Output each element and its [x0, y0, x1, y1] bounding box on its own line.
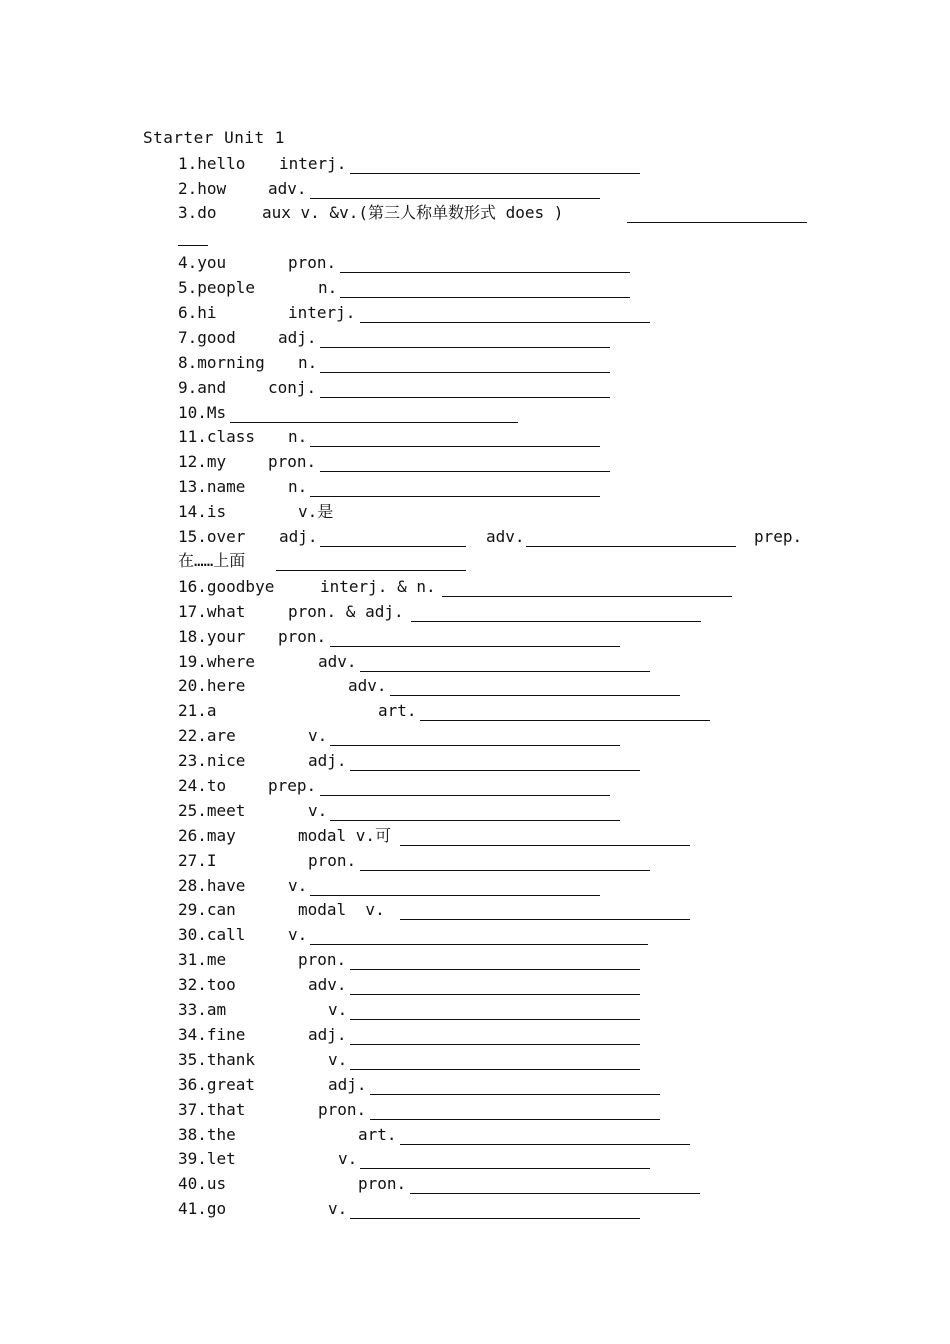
- vocab-word: 17.what: [178, 602, 246, 621]
- vocab-word: 29.can: [178, 900, 236, 919]
- part-of-speech: art.: [378, 701, 417, 720]
- vocab-entry: [178, 277, 818, 301]
- answer-blank[interactable]: [400, 919, 690, 920]
- vocab-entry: [178, 153, 818, 177]
- vocab-entry: [178, 402, 818, 426]
- answer-blank[interactable]: [442, 596, 732, 597]
- part-of-speech: v.: [288, 876, 308, 895]
- part-of-speech: n.: [298, 353, 318, 372]
- vocab-entry: [178, 526, 818, 570]
- answer-blank[interactable]: [360, 870, 650, 871]
- answer-blank-continued[interactable]: [178, 245, 208, 246]
- vocab-entry: [178, 1198, 818, 1222]
- part-of-speech: conj.: [268, 378, 317, 397]
- vocab-word: 22.are: [178, 726, 236, 745]
- vocab-entry: [178, 576, 818, 600]
- answer-blank[interactable]: [360, 671, 650, 672]
- part-of-speech: pron.: [308, 851, 357, 870]
- vocab-word: 25.meet: [178, 801, 246, 820]
- vocab-word: 5.people: [178, 278, 256, 297]
- vocab-entry: [178, 202, 818, 226]
- vocab-entry: [178, 426, 818, 450]
- vocab-word: 37.that: [178, 1100, 246, 1119]
- vocab-word: 18.your: [178, 627, 246, 646]
- vocab-entry: [178, 1024, 818, 1048]
- part-of-speech: aux v. &v.(第三人称单数形式 does ): [262, 203, 564, 222]
- answer-blank[interactable]: [310, 895, 600, 896]
- vocab-word: 30.call: [178, 925, 246, 944]
- answer-blank[interactable]: [350, 173, 640, 174]
- answer-blank[interactable]: [360, 322, 650, 323]
- vocab-entry: [178, 850, 818, 874]
- vocab-entry: [178, 899, 818, 923]
- answer-blank[interactable]: [370, 1094, 660, 1095]
- part-of-speech: n.: [288, 427, 308, 446]
- vocab-word: 1.hello: [178, 154, 246, 173]
- vocab-word: 8.morning: [178, 353, 265, 372]
- vocab-entry: [178, 476, 818, 500]
- answer-blank[interactable]: [420, 720, 710, 721]
- vocab-word: 26.may: [178, 826, 236, 845]
- answer-blank[interactable]: [350, 994, 640, 995]
- part-of-speech: pron.: [358, 1174, 407, 1193]
- vocab-entry: [178, 302, 818, 326]
- part-of-speech: v.是: [298, 502, 334, 521]
- vocab-word: 4.you: [178, 253, 227, 272]
- vocab-entry: [178, 252, 818, 276]
- vocab-word: 36.great: [178, 1075, 256, 1094]
- prep-meaning: 在……上面: [178, 551, 246, 570]
- vocab-word: 2.how: [178, 179, 227, 198]
- vocab-entry: [178, 800, 818, 824]
- vocab-word: 23.nice: [178, 751, 246, 770]
- vocab-word: 9.and: [178, 378, 227, 397]
- part-of-speech: pron.: [298, 950, 347, 969]
- answer-blank[interactable]: [627, 222, 807, 223]
- vocab-word: 38.the: [178, 1125, 236, 1144]
- vocab-entry: [178, 999, 818, 1023]
- vocab-word: 6.hi: [178, 303, 217, 322]
- answer-blank[interactable]: [411, 621, 701, 622]
- answer-blank[interactable]: [400, 1144, 690, 1145]
- part-of-speech: n.: [318, 278, 338, 297]
- answer-blank[interactable]: [320, 347, 610, 348]
- part-of-speech: v.: [308, 801, 328, 820]
- part-of-speech: adj.: [308, 1025, 347, 1044]
- vocab-word: 28.have: [178, 876, 246, 895]
- vocab-entry: [178, 1099, 818, 1123]
- part-of-speech: v.: [328, 1000, 348, 1019]
- vocab-word: 3.do: [178, 203, 217, 222]
- answer-blank[interactable]: [350, 770, 640, 771]
- answer-blank[interactable]: [370, 1119, 660, 1120]
- vocab-entry: [178, 1124, 818, 1148]
- vocab-entry: [178, 775, 818, 799]
- part-of-speech: v.: [328, 1050, 348, 1069]
- part-of-speech: art.: [358, 1125, 397, 1144]
- answer-blank[interactable]: [320, 546, 466, 547]
- vocab-word: 31.me: [178, 950, 227, 969]
- answer-blank[interactable]: [330, 820, 620, 821]
- answer-blank-prep[interactable]: [276, 570, 466, 571]
- answer-blank[interactable]: [310, 446, 600, 447]
- answer-blank[interactable]: [340, 297, 630, 298]
- part-of-speech: adj.: [279, 527, 318, 546]
- vocab-entry: [178, 651, 818, 675]
- part-of-speech: v.: [288, 925, 308, 944]
- answer-blank[interactable]: [360, 1168, 650, 1169]
- answer-blank[interactable]: [320, 795, 610, 796]
- answer-blank[interactable]: [350, 1019, 640, 1020]
- vocab-word: 35.thank: [178, 1050, 256, 1069]
- vocab-word: 14.is: [178, 502, 227, 521]
- vocab-word: 41.go: [178, 1199, 227, 1218]
- answer-blank[interactable]: [310, 944, 648, 945]
- vocab-entry: [178, 725, 818, 749]
- part-of-speech: adv.: [308, 975, 347, 994]
- answer-blank[interactable]: [350, 1218, 640, 1219]
- vocab-entry: [178, 352, 818, 376]
- answer-blank[interactable]: [400, 845, 690, 846]
- part-of-speech: adj.: [328, 1075, 367, 1094]
- part-of-speech: interj. & n.: [320, 577, 436, 596]
- answer-blank[interactable]: [330, 745, 620, 746]
- vocab-entry: [178, 1049, 818, 1073]
- part-of-speech: v.: [328, 1199, 348, 1218]
- answer-blank[interactable]: [320, 471, 610, 472]
- vocab-word: 24.to: [178, 776, 227, 795]
- page-title: Starter Unit 1: [143, 128, 285, 147]
- vocab-word: 16.goodbye: [178, 577, 275, 596]
- vocab-word: 32.too: [178, 975, 236, 994]
- answer-blank[interactable]: [230, 422, 518, 423]
- vocab-word: 19.where: [178, 652, 256, 671]
- part-of-speech-prep: prep.: [754, 527, 803, 546]
- vocab-entry: [178, 875, 818, 899]
- vocab-entry: [178, 327, 818, 351]
- vocab-word: 13.name: [178, 477, 246, 496]
- part-of-speech: pron. & adj.: [288, 602, 404, 621]
- part-of-speech: prep.: [268, 776, 317, 795]
- part-of-speech: pron.: [288, 253, 337, 272]
- part-of-speech: pron.: [318, 1100, 367, 1119]
- part-of-speech: adv.: [318, 652, 357, 671]
- vocab-word: 11.class: [178, 427, 256, 446]
- vocab-entry: [178, 750, 818, 774]
- part-of-speech: pron.: [278, 627, 327, 646]
- answer-blank-adv[interactable]: [526, 546, 736, 547]
- vocab-word: 34.fine: [178, 1025, 246, 1044]
- part-of-speech: interj.: [279, 154, 347, 173]
- vocab-word: 40.us: [178, 1174, 227, 1193]
- vocab-word: 33.am: [178, 1000, 227, 1019]
- part-of-speech: adj.: [308, 751, 347, 770]
- answer-blank[interactable]: [310, 198, 600, 199]
- vocab-entry: [178, 675, 818, 699]
- answer-blank[interactable]: [310, 496, 600, 497]
- vocab-entry: [178, 626, 818, 650]
- answer-blank[interactable]: [340, 272, 630, 273]
- part-of-speech-adv: adv.: [486, 527, 525, 546]
- part-of-speech: pron.: [268, 452, 317, 471]
- vocab-entry: [178, 501, 818, 525]
- answer-blank[interactable]: [320, 372, 610, 373]
- vocab-entry: [178, 601, 818, 625]
- vocab-word: 39.let: [178, 1149, 236, 1168]
- part-of-speech: adv.: [268, 179, 307, 198]
- vocab-entry: [178, 924, 818, 948]
- vocab-entry: [178, 1074, 818, 1098]
- answer-blank[interactable]: [410, 1193, 700, 1194]
- answer-blank[interactable]: [350, 969, 640, 970]
- vocab-word: 20.here: [178, 676, 246, 695]
- answer-blank[interactable]: [350, 1069, 640, 1070]
- answer-blank[interactable]: [390, 695, 680, 696]
- answer-blank[interactable]: [320, 397, 610, 398]
- vocab-word: 7.good: [178, 328, 236, 347]
- vocab-word: 10.Ms: [178, 403, 227, 422]
- answer-blank[interactable]: [330, 646, 620, 647]
- vocab-entry: [178, 178, 818, 202]
- vocab-word: 27.I: [178, 851, 217, 870]
- vocab-entry: [178, 700, 818, 724]
- part-of-speech: adj.: [278, 328, 317, 347]
- vocab-entry: [178, 825, 818, 849]
- part-of-speech: v.: [308, 726, 328, 745]
- part-of-speech: n.: [288, 477, 308, 496]
- vocab-word: 15.over: [178, 527, 246, 546]
- part-of-speech: v.: [338, 1149, 358, 1168]
- part-of-speech: modal v.可: [298, 826, 392, 845]
- vocab-entry: [178, 451, 818, 475]
- vocab-word: 12.my: [178, 452, 227, 471]
- answer-blank[interactable]: [350, 1044, 640, 1045]
- vocab-entry: [178, 377, 818, 401]
- vocab-entry: [178, 949, 818, 973]
- vocab-entry: [178, 1173, 818, 1197]
- vocab-entry: [178, 1148, 818, 1172]
- vocab-word: 21.a: [178, 701, 217, 720]
- part-of-speech: adv.: [348, 676, 387, 695]
- vocab-entry: [178, 974, 818, 998]
- part-of-speech: modal v.: [298, 900, 385, 919]
- part-of-speech: interj.: [288, 303, 356, 322]
